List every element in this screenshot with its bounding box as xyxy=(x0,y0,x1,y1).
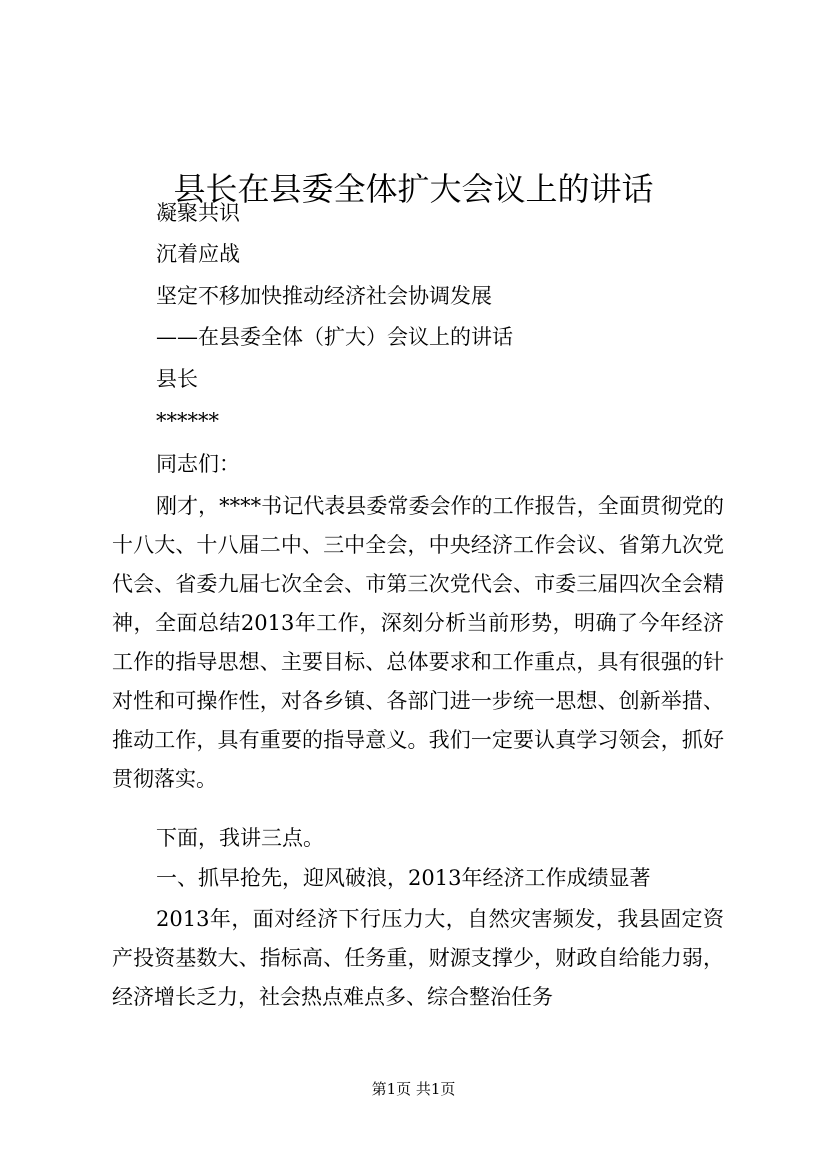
subtitle-line-3: 坚定不移加快推动经济社会协调发展 xyxy=(156,284,492,308)
speaker-name: ****** xyxy=(156,409,219,433)
paragraph-1 xyxy=(112,487,724,799)
paragraph-3 xyxy=(112,900,724,1017)
salutation: 同志们： xyxy=(156,452,240,476)
section-heading-1 xyxy=(112,859,724,898)
page-footer: 第1页 共1页 xyxy=(371,1080,456,1098)
paragraph-2 xyxy=(112,819,724,858)
paragraph-text: 刚才，****书记代表县委常委会作的工作报告，全面贯彻党的十八大、十八届二中、三中全会，中央经济工作会议、省第九次党代会、省委九届七次全会、市第三次党代会、市委三届四次全会精神，全面总结2013年工作，深刻分析当前形势，明确了今年经济工作的指导思想、主要目标、总体要求和工作重点，具有很强的针对性和可操作性，对各乡镇、各部门进一步统一思想、创新举措、推动工作，具有重要的指导意义。我们一定要认真学习领会，抓好贯彻落实。 xyxy=(112,494,724,791)
paragraph-text: 2013年，面对经济下行压力大，自然灾害频发，我县固定资产投资基数大、指标高、任务重，财源支撑少，财政自给能力弱，经济增长乏力，社会热点难点多、综合整治任务 xyxy=(112,907,724,1009)
subtitle-line-1: 凝聚共识 xyxy=(156,201,240,225)
section-heading-text: 一、抓早抢先，迎风破浪，2013年经济工作成绩显著 xyxy=(156,866,651,890)
subtitle-line-2: 沉着应战 xyxy=(156,242,240,266)
paragraph-text: 下面，我讲三点。 xyxy=(156,826,324,850)
speaker-title: 县长 xyxy=(156,367,198,391)
document-title: 县长在县委全体扩大会议上的讲话 xyxy=(173,170,654,209)
subtitle-line-4: ——在县委全体（扩大）会议上的讲话 xyxy=(156,325,513,349)
